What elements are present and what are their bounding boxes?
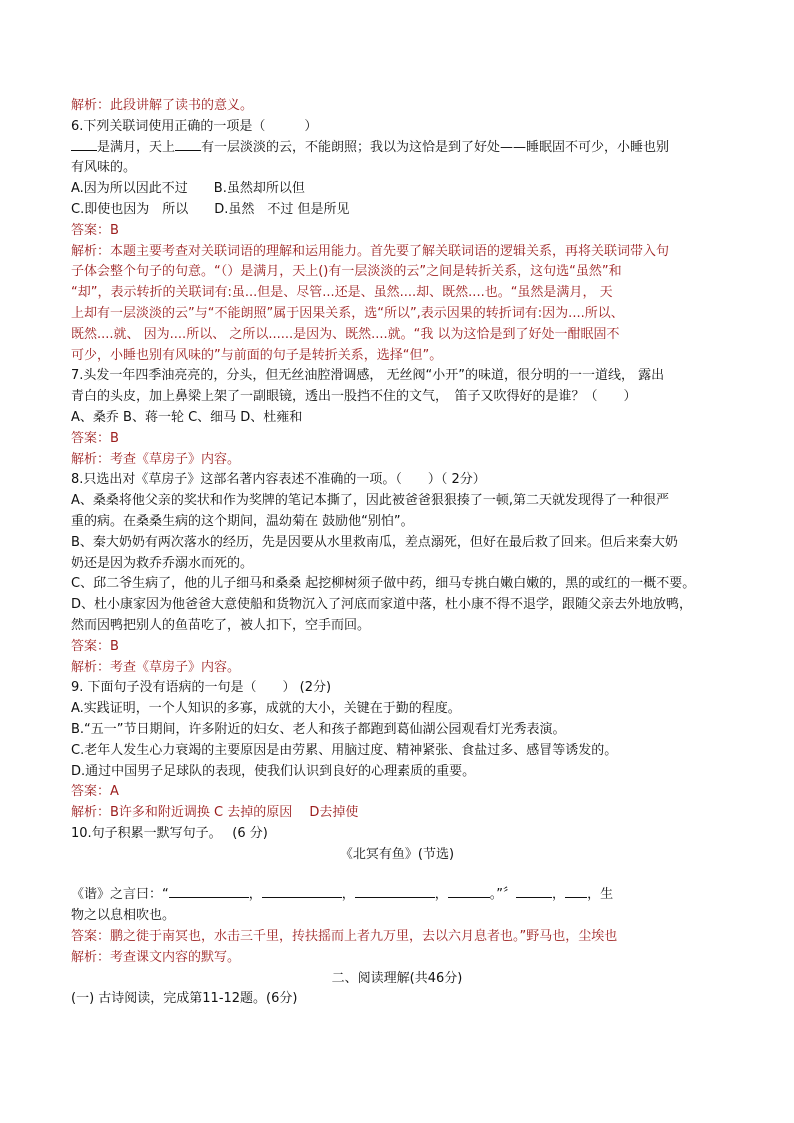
fill-blank[interactable]: [448, 885, 490, 898]
fill-blank[interactable]: [516, 885, 552, 898]
question-8-option-a-line-2: 重的病。在桑桑生病的这个期间，温幼菊在 鼓励他“别怕”。: [71, 513, 414, 529]
question-6-options-ab: A.因为所以因此不过 B.虽然却所以但: [71, 181, 305, 197]
question-10-blanks: 《谐》之言曰：“ ， ， ， 。”〞 ， ，生: [71, 887, 614, 903]
analysis-6-line-6: 可少，小睡也别有风味的”与前面的句子是转折关系，选择“但”。: [71, 347, 443, 363]
question-6-sentence-cont: 有风味的。: [71, 160, 137, 176]
poem-title: 《北冥有鱼》(节选): [339, 846, 455, 862]
answer-9: 答案：A: [71, 784, 119, 800]
analysis-5: 解析：此段讲解了读书的意义。: [71, 98, 254, 113]
question-9-option-c: C.老年人发生心力衰竭的主要原因是由劳累、用脑过度、精神紧张、食盐过多、感冒等诱发的。: [71, 742, 618, 758]
question-8-option-b-line-2: 奶还是因为救乔乔溺水而死的。: [71, 555, 254, 571]
question-6-stem: 6.下列关联词使用正确的一项是（ ）: [71, 118, 318, 134]
question-7-line-2: 青白的头皮，加上鼻梁上架了一副眼镜，透出一股挡不住的文气， 笛子又吹得好的是谁？（ ）: [71, 389, 637, 405]
question-9-option-b: B.“五一”节日期间，许多附近的妇女、老人和孩子都跑到葛仙湖公园观看灯光秀表演。: [71, 721, 566, 737]
question-8-option-d-line-1: D、杜小康家因为他爸爸大意使船和货物沉入了河底而家道中落，杜小康不得不退学，跟随父亲去外地放鸭，: [71, 597, 693, 613]
section-heading: 二、阅读理解(共46分): [331, 970, 463, 986]
question-6-options-cd: C.即使也因为 所以 D.虽然 不过 但是所见: [71, 201, 350, 217]
analysis-6-line-3: “却”，表示转折的关联词有:虽...但是、尽管...还是、虽然....却、既然....也。“虽然是满月， 天: [71, 285, 613, 301]
fill-blank[interactable]: [175, 138, 201, 151]
analysis-6-line-4: 上却有一层淡淡的云”与“不能朗照”属于因果关系，选“所以”,表示因果的转折词有:因为....所以、: [71, 305, 624, 321]
question-8-option-a-line-1: A、桑桑将他父亲的奖状和作为奖牌的笔记本撕了，因此被爸爸狠狠揍了一顿,第二天就发现得了一种很严: [71, 493, 670, 509]
analysis-7: 解析：考查《草房子》内容。: [71, 451, 241, 467]
question-10-blanks-cont: 物之以息相吹也。: [71, 908, 176, 924]
fill-blank[interactable]: [355, 885, 435, 898]
answer-8: 答案：B: [71, 638, 119, 654]
question-8-option-b-line-1: B、秦大奶奶有两次落水的经历，先是因要从水里救南瓜，差点溺死，但好在最后救了回来。但后来秦大奶: [71, 534, 678, 550]
analysis-6-line-2: 子体会整个句子的句意。“（）是满月，天上()有一层淡淡的云”之间是转折关系，这句选“虽然”和: [71, 264, 622, 280]
analysis-8: 解析：考查《草房子》内容。: [71, 659, 241, 675]
question-8-stem: 8.只选出对《草房子》这部名著内容表述不准确的一项。（ ）（ 2分）: [71, 472, 486, 488]
question-8-option-d-line-2: 然而因鸭把别人的鱼苗吃了，被人扣下，空手而回。: [71, 617, 371, 633]
document-page: [71, 96, 723, 1010]
answer-10: 答案：鹏之徙于南冥也，水击三千里，抟扶摇而上者九万里，去以六月息者也。”野马也，尘埃也: [71, 929, 618, 945]
answer-7: 答案：B: [71, 430, 119, 446]
analysis-6-line-5: 既然....就、 因为....所以、 之所以......是因为、既然....就。“我 以为这恰是到了好处一酣眠固不: [71, 326, 620, 342]
question-7-line-1: 7.头发一年四季油亮亮的，分头，但无丝油腔滑调感， 无丝阀“小开”的味道，很分明的一一道线， 露出: [71, 368, 665, 384]
analysis-10: 解析：考查课文内容的默写。: [71, 949, 241, 965]
fill-blank[interactable]: [169, 885, 249, 898]
fill-blank[interactable]: [71, 138, 97, 151]
question-10-stem: 10.句子积累一默写句子。 (6 分): [71, 825, 268, 841]
question-8-option-c: C、邱二爷生病了，他的儿子细马和桑桑 起挖柳树须子做中药，细马专挑白嫩白嫩的，黑的或红的一概不要。: [71, 576, 696, 592]
analysis-6-line-1: 解析：本题主要考查对关联词语的理解和运用能力。首先要了解关联词语的逻辑关系，再将关联词带入句: [71, 243, 670, 259]
analysis-9: 解析：B许多和附近调换 C 去掉的原因 D去掉使: [71, 805, 359, 821]
question-6-sentence: 是满月，天上 有一层淡淡的云，不能朗照；我以为这恰是到了好处——睡眠固不可少，小睡也别: [71, 138, 723, 159]
question-7-options: A、桑乔 B、蒋一轮 C、细马 D、杜雍和: [71, 409, 303, 425]
question-9-option-d: D.通过中国男子足球队的表现，使我们认识到良好的心理素质的重要。: [71, 763, 476, 779]
fill-blank[interactable]: [565, 885, 587, 898]
answer-6: 答案：B: [71, 222, 119, 238]
subsection-heading: (一) 古诗阅读，完成第11-12题。(6分): [71, 991, 298, 1007]
question-9-stem: 9. 下面句子没有语病的一句是（ ） (2分): [71, 680, 332, 696]
fill-blank[interactable]: [262, 885, 342, 898]
question-9-option-a: A.实践证明，一个人知识的多寡，成就的大小，关键在于勤的程度。: [71, 701, 461, 717]
